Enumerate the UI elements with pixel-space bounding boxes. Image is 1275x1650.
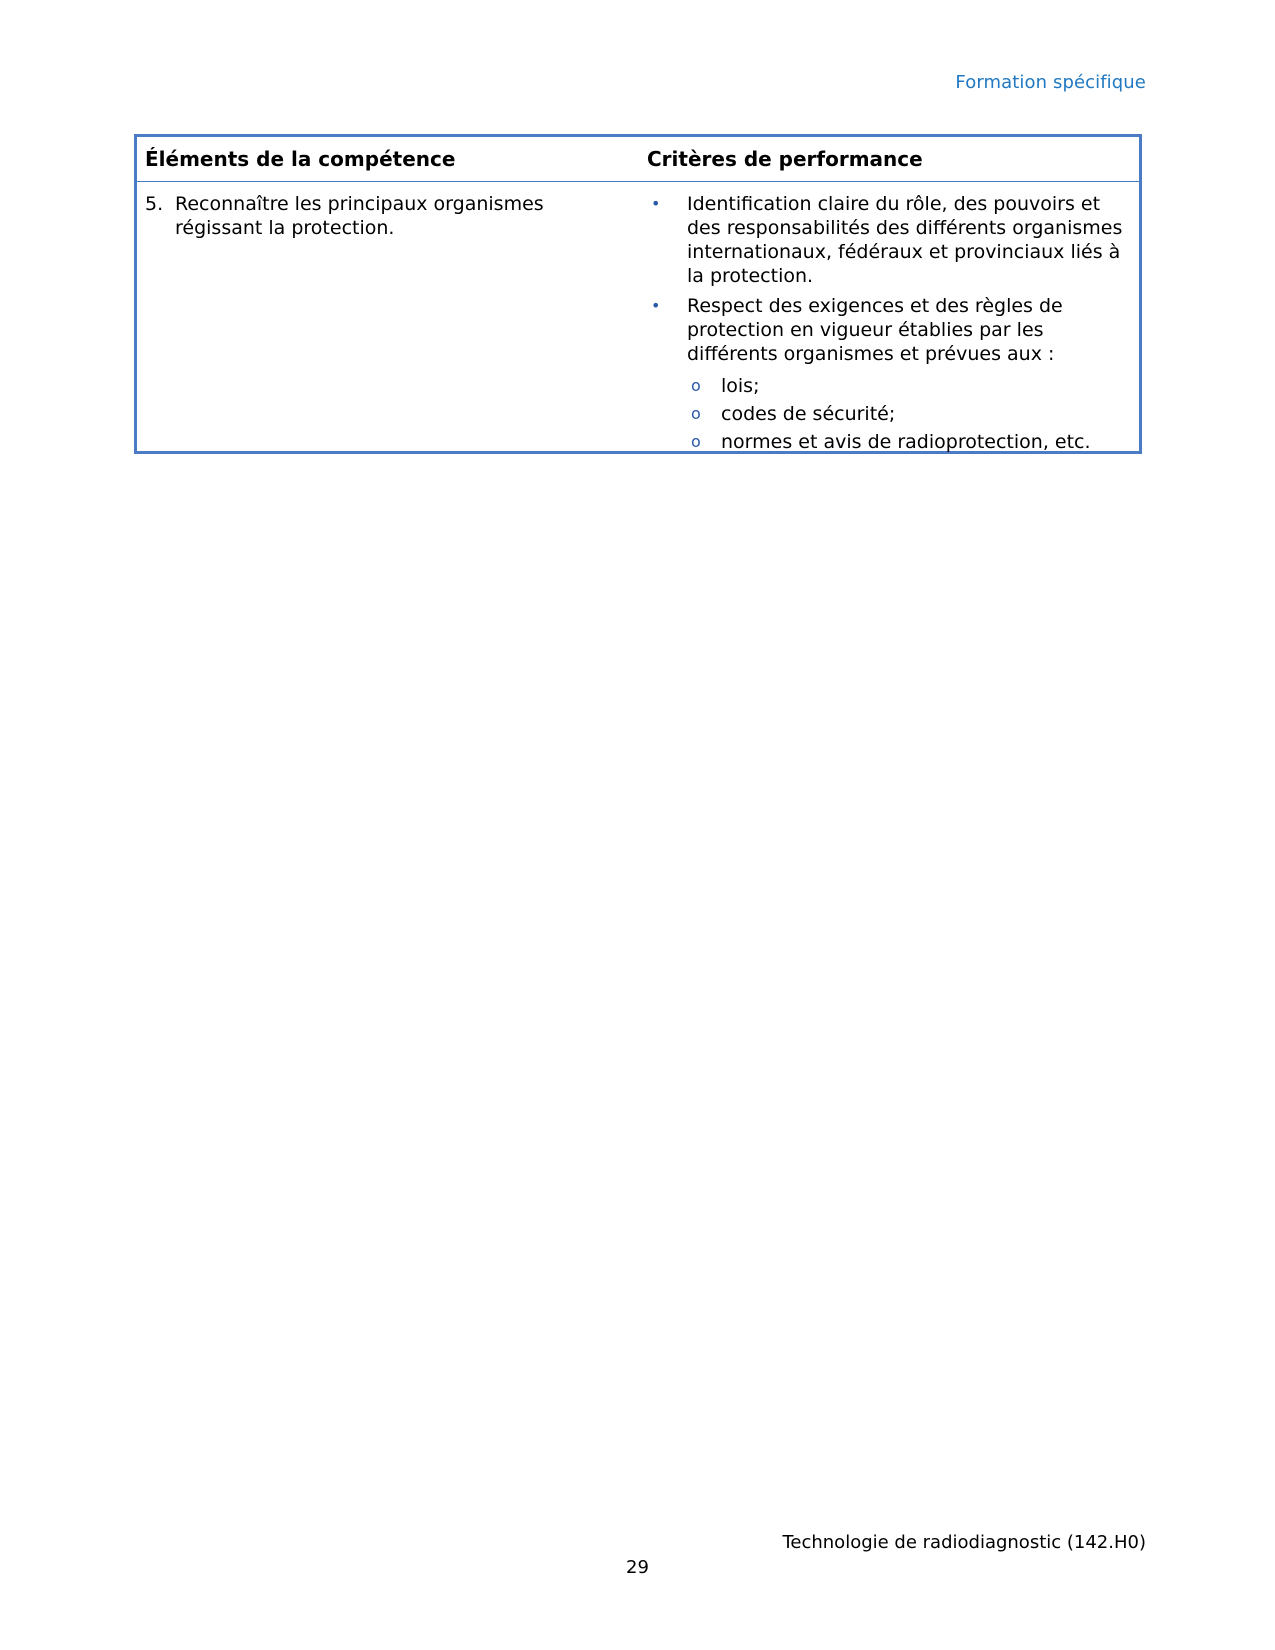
- running-header: Formation spécifique: [955, 72, 1146, 93]
- criteria-text: Identification claire du rôle, des pouvoirs et des responsabilités des différents organismes internationaux, fédéraux et provinciaux liés à la protection.: [687, 193, 1123, 287]
- page-number: 29: [626, 1557, 649, 1578]
- element-item: [145, 192, 565, 240]
- bullet-icon: •: [651, 296, 661, 315]
- circle-bullet-icon: o: [691, 376, 701, 395]
- criteria-text: Respect des exigences et des règles de protection en vigueur établies par les différents organismes et prévues aux :: [687, 295, 1063, 365]
- footer-program-title: Technologie de radiodiagnostic (142.H0): [782, 1532, 1146, 1553]
- column-header-elements: Éléments de la compétence: [145, 147, 456, 171]
- column-header-criteria: Critères de performance: [647, 147, 923, 171]
- element-text: Reconnaître les principaux organismes régissant la protection.: [175, 193, 544, 239]
- sub-item-text: normes et avis de radioprotection, etc.: [721, 431, 1091, 453]
- sub-list-item: [647, 372, 1127, 400]
- competence-table: [134, 134, 1142, 454]
- sub-item-text: codes de sécurité;: [721, 403, 896, 425]
- circle-bullet-icon: o: [691, 432, 701, 451]
- sub-item-text: lois;: [721, 375, 760, 397]
- sub-list-item: [647, 428, 1127, 456]
- sub-list-item: [647, 400, 1127, 428]
- circle-bullet-icon: o: [691, 404, 701, 423]
- table-header-row: [137, 137, 1139, 182]
- criteria-list: [647, 192, 1127, 456]
- bullet-icon: •: [651, 194, 661, 213]
- element-number: 5.: [145, 193, 164, 215]
- criteria-sub-list: [647, 372, 1127, 456]
- criteria-item: [647, 294, 1127, 366]
- criteria-item: [647, 192, 1127, 288]
